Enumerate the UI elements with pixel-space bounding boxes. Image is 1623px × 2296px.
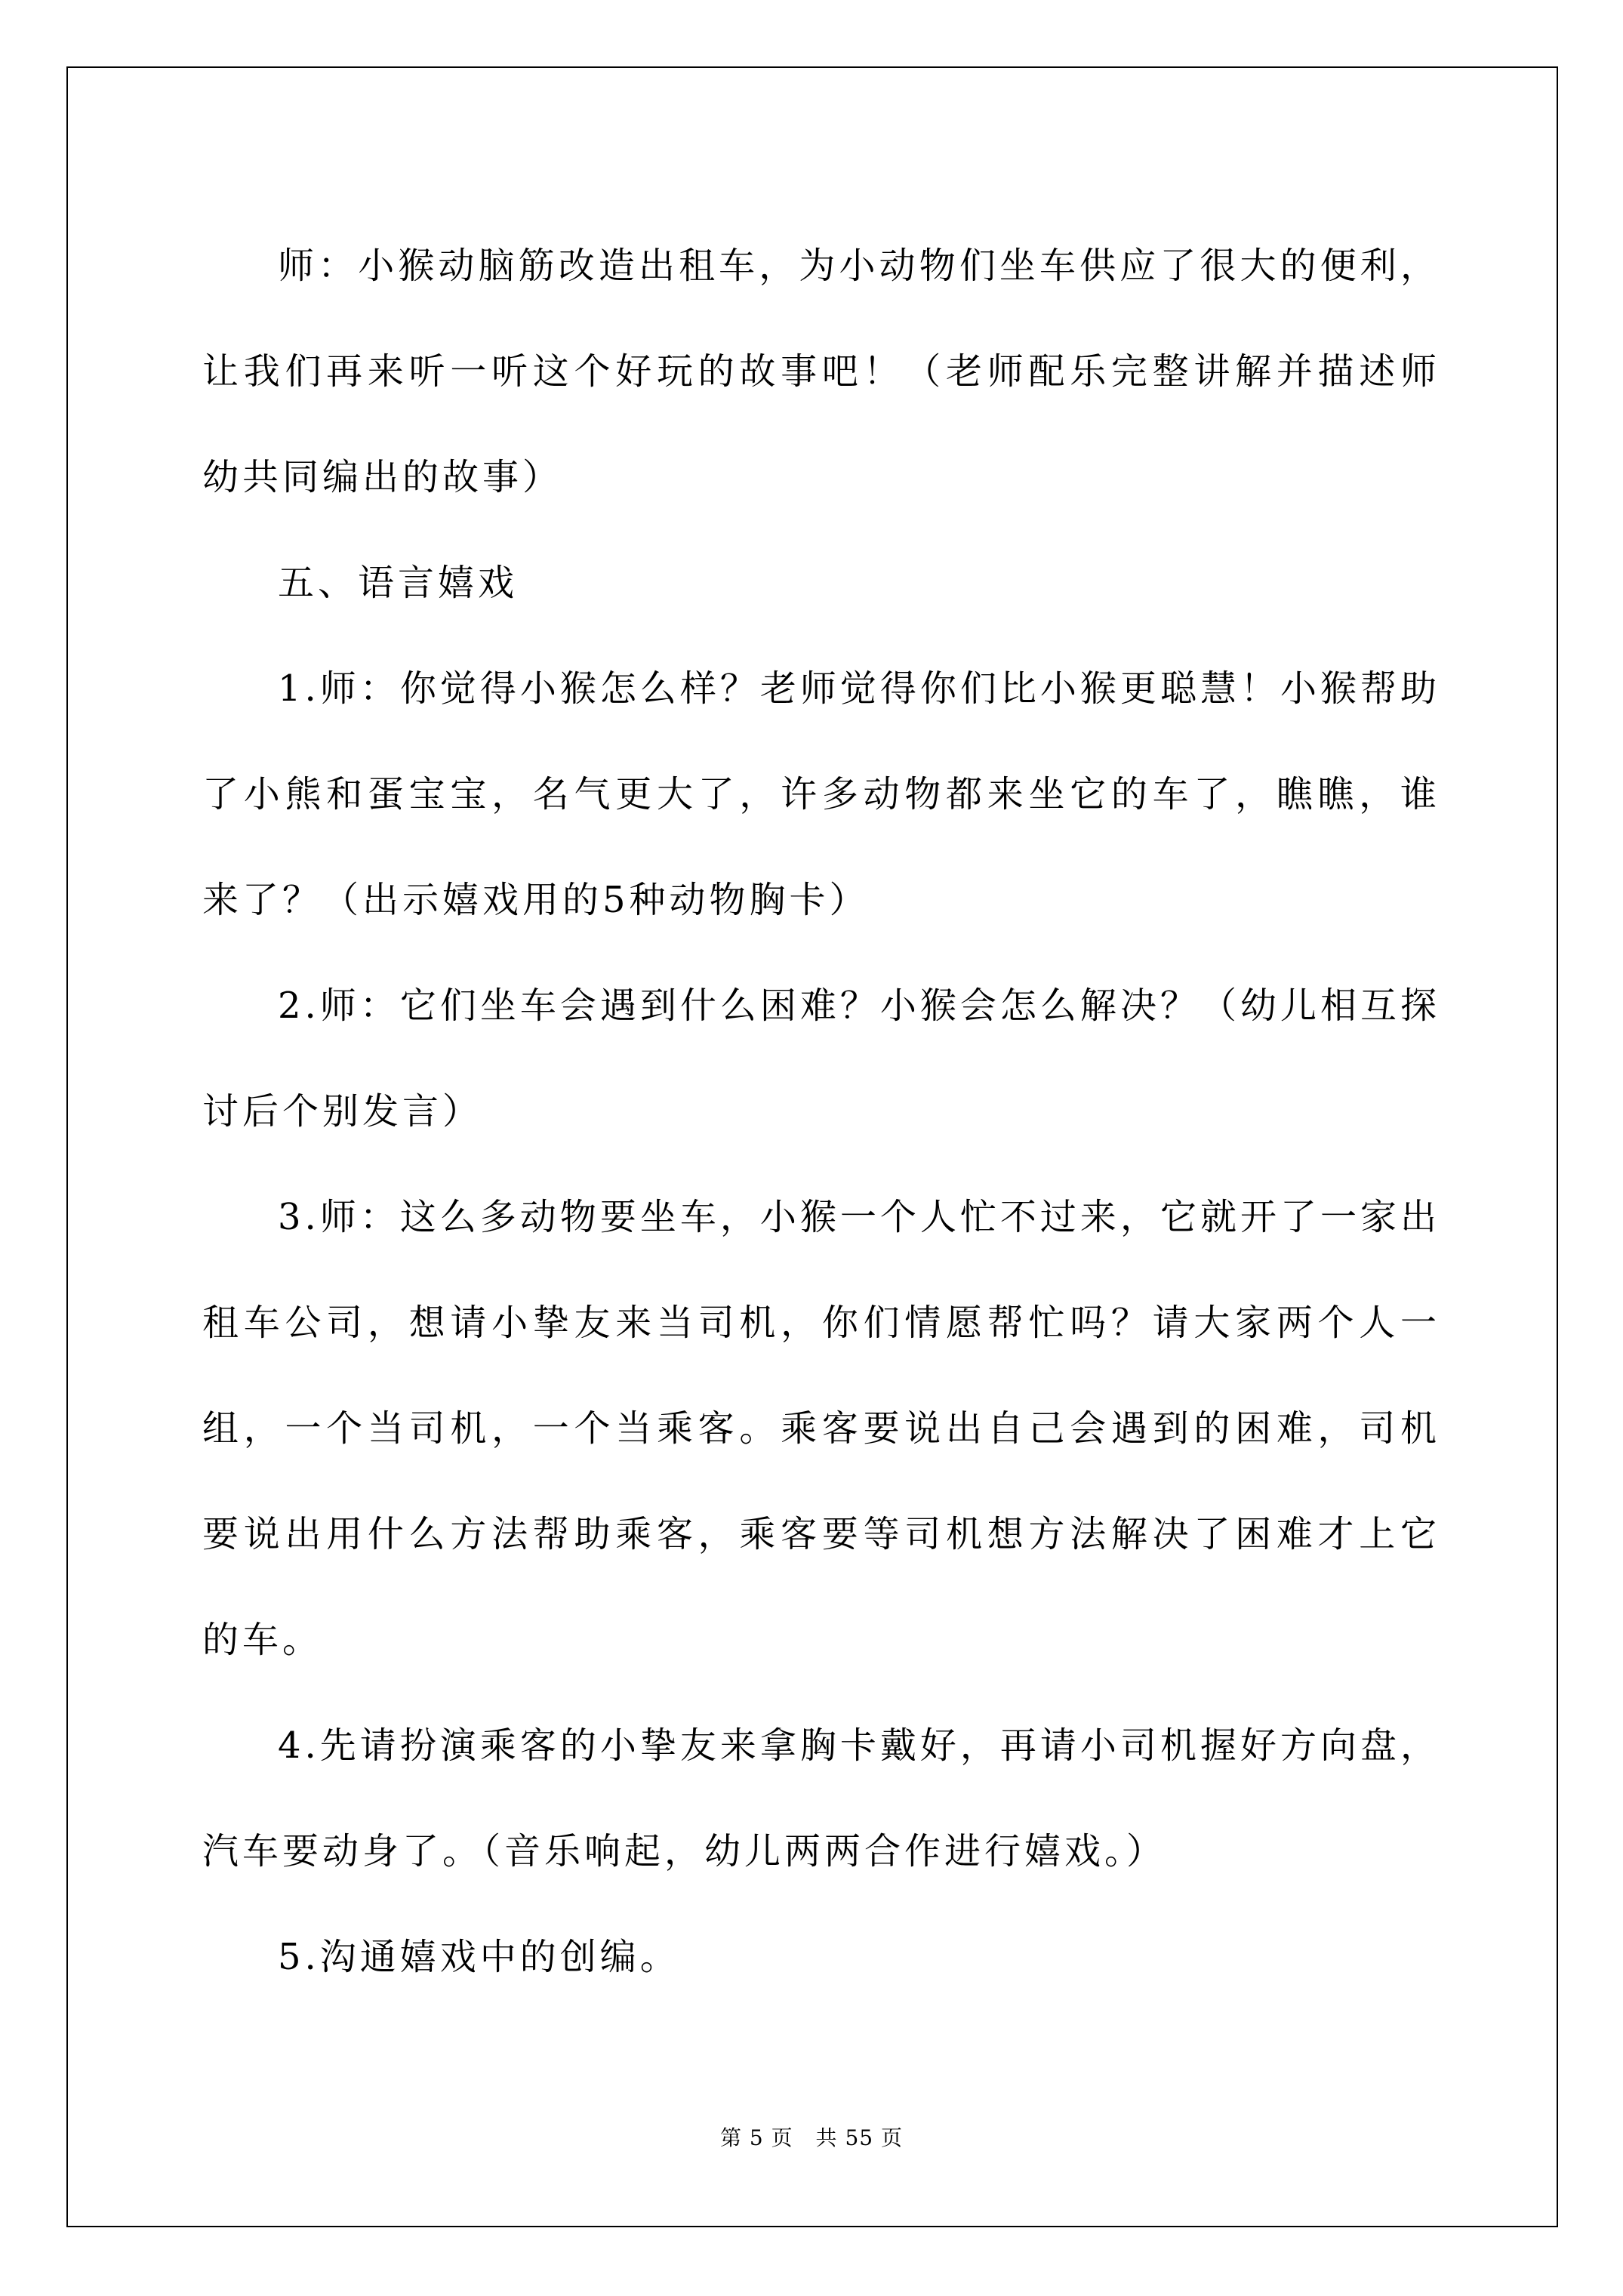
paragraph-4: 3.师：这么多动物要坐车，小猴一个人忙不过来，它就开了一家出租车公司，想请小挚友来当司机，你们情愿帮忙吗？请大家两个人一组，一个当司机，一个当乘客。乘客要说出自己会遇到的困难，司机要说出用什么方法帮助乘客，乘客要等司机想方法解决了困难才上它的车。 (202, 1196, 1440, 1661)
paragraph-2: 1.师：你觉得小猴怎么样？老师觉得你们比小猴更聪慧！小猴帮助了小熊和蛋宝宝，名气更大了，许多动物都来坐它的车了，瞧瞧，谁来了？（出示嬉戏用的5种动物胸卡） (202, 667, 1440, 921)
paragraph-6: 5.沟通嬉戏中的创编。 (278, 1936, 680, 1978)
page-footer (0, 2122, 1623, 2152)
paragraph-3: 2.师：它们坐车会遇到什么困难？小猴会怎么解决？（幼儿相互探讨后个别发言） (202, 985, 1440, 1133)
section-heading: 五、语言嬉戏 (278, 562, 519, 604)
paragraph-5: 4.先请扮演乘客的小挚友来拿胸卡戴好，再请小司机握好方向盘，汽车要动身了。（音乐响起，幼儿两两合作进行嬉戏。） (202, 1724, 1440, 1872)
page-number: 第 5 页 (720, 2125, 793, 2150)
page-total: 共 55 页 (815, 2125, 903, 2150)
document-body (202, 213, 1440, 2010)
paragraph-1: 师：小猴动脑筋改造出租车，为小动物们坐车供应了很大的便利，让我们再来听一听这个好玩的故事吧！（老师配乐完整讲解并描述师幼共同编出的故事） (202, 245, 1440, 498)
